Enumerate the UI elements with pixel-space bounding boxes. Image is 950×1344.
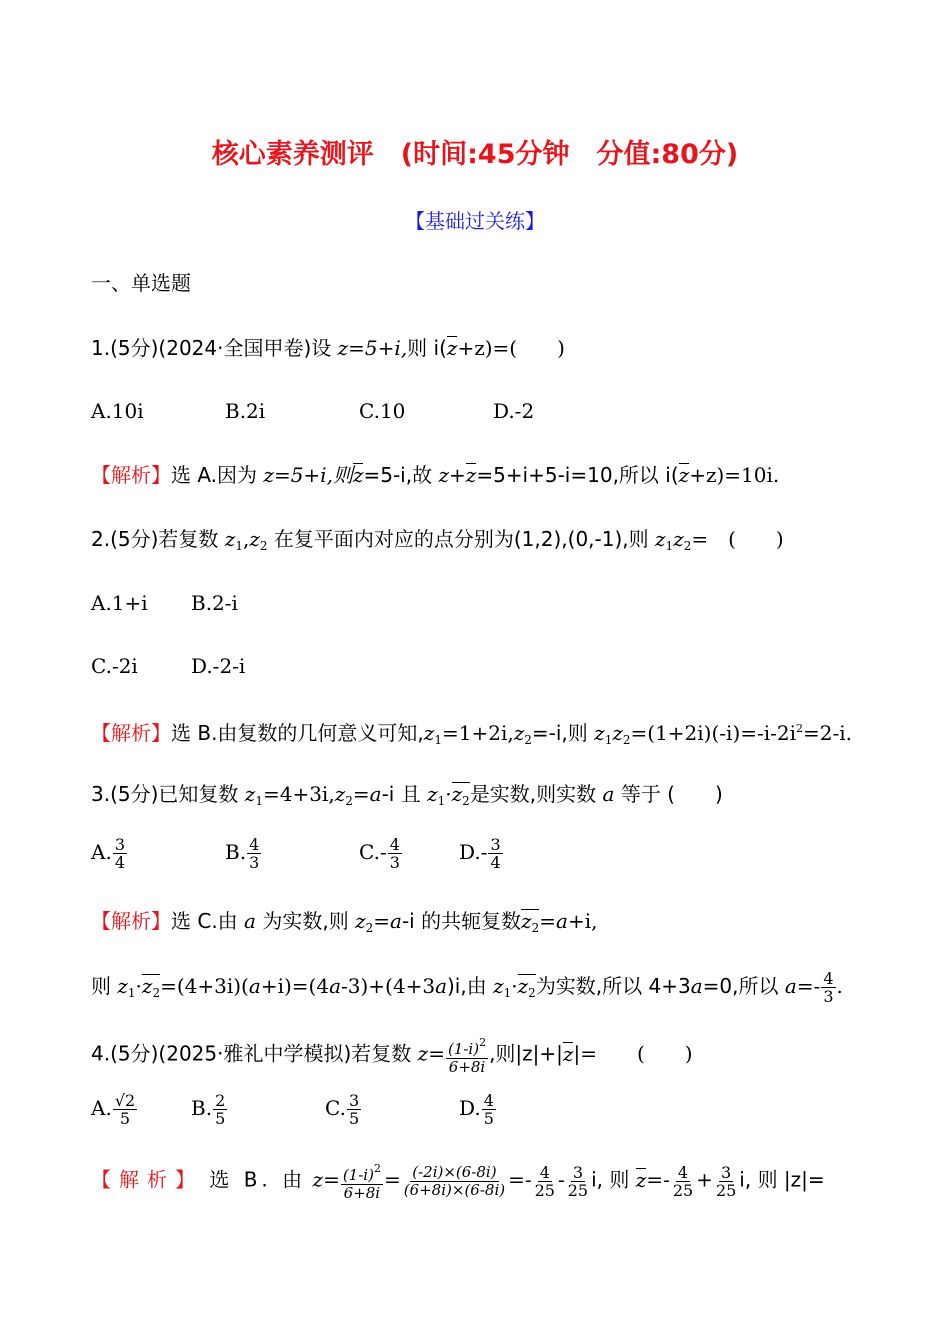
q3-ans2-h: =- — [796, 974, 821, 998]
q2-ans-sup: 2 — [796, 722, 804, 735]
q3-ans2-p2bar-sub: 2 — [528, 986, 536, 1000]
q3-ans2-a5: a — [784, 974, 797, 998]
q4-ans-f3-num: 3 — [572, 1162, 584, 1182]
q2-ans-p2: z — [612, 721, 623, 745]
question-3-analysis-1: 【解析】选 C.由 a 为实数,则 $z_2=a-i$ 的共轭复数$z_2=a+i$, — [91, 909, 598, 935]
q2-stem-a: 2.(5分)若复数 — [91, 527, 219, 551]
q4-ans-f3-den: 25 — [567, 1180, 589, 1200]
q3-stem-e: 是实数,则实数 — [469, 782, 597, 806]
q3-option-b — [225, 836, 262, 871]
q3-ans2-d: -3)+(4+3 — [341, 974, 436, 998]
q3-ans2-b: =(4+3i)( — [160, 974, 249, 998]
q3-ans2-p2bar: z — [517, 974, 529, 998]
q1-ans-b: z=5+i,则 — [263, 463, 353, 487]
q3-option-d-num: 3 — [490, 835, 501, 854]
q4-option-d — [459, 1092, 497, 1127]
q3-ans1-avar-3: a — [556, 909, 568, 933]
q3-option-d-den: 4 — [490, 853, 501, 872]
q1-option-c: C.10 — [359, 399, 406, 423]
section-subtitle: 【基础过关练】 — [405, 209, 545, 233]
q4-option-c-num: 3 — [348, 1091, 360, 1110]
q2-prod-z2-sub: 2 — [683, 539, 692, 553]
q3-ans2-p1: z — [493, 974, 504, 998]
q4-ans-f5-den: 25 — [715, 1180, 737, 1200]
page-title: 核心素养测评 (时间:45分钟 分值:80分) — [211, 139, 739, 170]
q1-ans-d: z+ — [438, 463, 466, 487]
q4-ans-z: z — [312, 1167, 324, 1192]
q4-option-c-label: C. — [325, 1096, 346, 1120]
analysis-label: 【解析】 — [91, 463, 171, 487]
q4-option-a-num: √2 — [114, 1091, 136, 1110]
q3-stem-d: -i 且 — [381, 782, 421, 806]
q1-zbar: z — [446, 336, 458, 360]
q2-option-b: B.2-i — [191, 591, 238, 615]
q1-ans-a: 选 A.因为 — [171, 463, 258, 487]
q2-prod-z1: z — [655, 527, 666, 551]
q3-ans2-z2bar-sub: 2 — [152, 986, 161, 1000]
q3-ans1-b: 为实数,则 — [262, 909, 349, 933]
q3-ans2-a2: a — [329, 974, 341, 998]
q3-z2-sub: 2 — [345, 794, 353, 808]
q3-ans1-z2: z — [355, 909, 366, 933]
question-1-stem — [91, 334, 565, 362]
q3-ans2-end: . — [836, 974, 843, 998]
q3-option-c-sign: - — [379, 840, 387, 864]
q3-ans1-z2-sub: 2 — [365, 921, 374, 935]
q4-option-c-den: 5 — [348, 1109, 360, 1128]
q2-stem-b: 在复平面内对应的点分别为(1,2),(0,-1),则 — [273, 527, 649, 551]
q3-z1: z — [244, 782, 256, 806]
q2-ans-c: =-i,则 — [531, 721, 588, 745]
q1-option-b: B.2i — [225, 399, 266, 423]
question-4-stem: 4.(5分)(2025·雅礼中学模拟)若复数 z= $\frac{(1-i)^2}{6+8i}$ ,则|z|+|z|= ( ) — [91, 1036, 693, 1076]
q1-ans-zbar: z — [352, 463, 364, 487]
q3-option-c — [359, 836, 403, 871]
q3-ans1-d: +i, — [567, 909, 598, 933]
q4-ans-f2-num: 4 — [539, 1162, 550, 1182]
question-4-analysis: 【解析】 选 B. 由 z= $\frac{(1-i)^2}{6+8i}$ = $\frac{(-2i)\times(6-8i)}{(6+8i)\times(6-8i)}$ =- $\frac{4}{25}$ - $\frac{3}{25}$ i, 则 z=- $\frac{4}{25}$ + $\frac{3}{25}$ i, 则 |z|= — [91, 1162, 825, 1202]
q3-z2: z — [334, 782, 346, 806]
q3-option-a-den: 4 — [114, 853, 125, 872]
analysis-label: 【解析】 — [91, 721, 171, 745]
q3-ans1-avar: a — [244, 909, 256, 933]
q4-num-sup: 2 — [479, 1036, 487, 1049]
q1-tail: +z)=( ) — [457, 336, 565, 360]
q2-prod-z2: z — [673, 527, 684, 551]
q3-ans2-a1: a — [248, 974, 261, 998]
q1-mid: 则 i( — [407, 336, 447, 360]
q4-ans-a: 选 B. 由 — [209, 1167, 307, 1192]
q3-ans2-a3: a — [435, 974, 447, 998]
q2-option-d: D.-2-i — [191, 654, 246, 678]
q3-prod-z2bar-sub: 2 — [462, 794, 470, 808]
q4-option-d-den: 5 — [483, 1109, 494, 1128]
q4-option-c — [325, 1092, 362, 1127]
q3-ans2-z2bar: z — [141, 974, 153, 998]
q2-z2-sub: 2 — [259, 539, 268, 553]
q4-option-b-den: 5 — [215, 1109, 226, 1128]
q2-ans-d: =(1+2i)(-i)=-i-2i — [630, 721, 797, 745]
q4-option-d-label: D. — [459, 1096, 481, 1120]
q3-ans2-a: 则 — [91, 974, 111, 998]
q3-ans2-a4: a — [690, 974, 703, 998]
q4-ans-f1-num: (-2i)×(6-8i) — [412, 1162, 497, 1181]
q3-z1-sub: 1 — [255, 794, 263, 808]
q3-option-d — [459, 836, 504, 871]
q3-option-a-label: A. — [91, 840, 112, 864]
q4-ans-f2-den: 25 — [534, 1180, 555, 1200]
q2-ans-z2-sub: 2 — [524, 733, 532, 747]
q4-ans-f5-num: 3 — [721, 1162, 732, 1182]
q3-stem-b: =4+3i, — [262, 782, 335, 806]
q3-stem-a: 3.(5分)已知复数 — [91, 782, 239, 806]
q4-z: z — [417, 1041, 429, 1066]
q2-ans-e: =2-i. — [803, 721, 853, 745]
question-2-stem: 2.(5分)若复数 $z_1,z_2$ 在复平面内对应的点分别为(1,2),(0,-1),则 $z_1z_2=$ ( ) — [91, 527, 784, 553]
q2-stem-c: = ( ) — [691, 527, 784, 551]
q3-a: a — [369, 782, 382, 806]
q3-option-c-label: C. — [359, 840, 380, 864]
q3-ans1-z2bar: z — [521, 909, 532, 933]
q1-prefix: 1.(5分)(2024·全国甲卷)设 — [91, 336, 332, 360]
q3-ans2-z1: z — [117, 974, 128, 998]
q3-option-c-den: 3 — [389, 853, 400, 872]
q4-option-a-label: A. — [91, 1096, 112, 1120]
q4-num: (1-i) — [447, 1040, 480, 1058]
q3-ans1-a: 选 C.由 — [171, 909, 238, 933]
q3-ans2-e: )i,由 — [447, 974, 487, 998]
q2-ans-z2: z — [513, 721, 525, 745]
q1-ans-zbar-2: z — [465, 463, 477, 487]
q2-option-a: A.1+i — [91, 591, 148, 615]
question-4-options — [91, 1092, 791, 1136]
analysis-label: 【解析】 — [91, 1167, 203, 1192]
q3-ans2-den: 3 — [823, 987, 834, 1006]
q3-ans2-g: =0,所以 — [702, 974, 779, 998]
q3-prod-z1-sub: 1 — [437, 794, 446, 808]
q4-ans-zbar: z — [635, 1167, 647, 1192]
q4-ans-f1-den: (6+8i)×(6-8i) — [403, 1180, 506, 1199]
q4-ans-f4-num: 4 — [677, 1162, 689, 1182]
q3-prod-z2bar: z — [451, 782, 463, 806]
q4-zbar: z — [562, 1041, 574, 1066]
q1-expr: z=5+i, — [337, 336, 408, 360]
q2-ans-z1: z — [423, 721, 435, 745]
q3-stem-c: = — [352, 782, 370, 806]
q4-stem-b: ,则|z|+| — [489, 1041, 563, 1066]
q3-ans1-avar-2: a — [390, 909, 402, 933]
q3-option-d-label: D. — [459, 840, 481, 864]
q3-ans2-f: 为实数,所以 4+3 — [535, 974, 691, 998]
q1-ans-c: =5-i,故 — [363, 463, 433, 487]
q3-ans2-num: 4 — [823, 969, 834, 988]
q1-ans-zbar-3: z — [678, 463, 690, 487]
q3-ans2-c: +i)=(4 — [260, 974, 330, 998]
q2-option-c: C.-2i — [91, 654, 138, 678]
q2-ans-p1: z — [594, 721, 605, 745]
q2-ans-p2-sub: 2 — [622, 733, 631, 747]
q3-ans2-z1-sub: 1 — [127, 986, 136, 1000]
question-3-analysis-2: 则 $z_1\cdot z_2=(4+3i)(a+i)=(4a-3)+(4+3a)i$,由 $z_1\cdot z_2$为实数,所以 4+3a=0,所以 a=- $\frac{4}{3}$ . — [91, 969, 843, 1006]
question-2-analysis — [91, 715, 852, 754]
question-3-options — [91, 836, 791, 880]
q3-option-d-sign: - — [480, 840, 488, 864]
q1-option-a: A.10i — [91, 399, 144, 423]
q3-option-b-label: B. — [225, 840, 247, 864]
q3-prod-z1: z — [427, 782, 438, 806]
q4-stem-c: |= ( ) — [573, 1041, 693, 1066]
q4-option-b — [191, 1092, 228, 1127]
q4-ans-num-sup: 2 — [373, 1162, 381, 1175]
question-1-analysis — [91, 461, 779, 489]
q3-option-b-den: 3 — [249, 853, 260, 872]
analysis-label: 【解析】 — [91, 909, 171, 933]
q4-option-d-num: 4 — [483, 1091, 494, 1110]
q4-ans-den: 6+8i — [343, 1184, 381, 1202]
q4-ans-c: i, 则 |z|= — [739, 1167, 825, 1192]
q2-ans-p1-sub: 1 — [604, 733, 613, 747]
q4-option-b-label: B. — [191, 1096, 213, 1120]
q2-ans-a: 选 B.由复数的几何意义可知, — [171, 721, 424, 745]
q3-option-b-num: 4 — [249, 835, 260, 854]
q1-ans-f: +z)=10i. — [689, 463, 780, 487]
q2-z1-sub: 1 — [235, 539, 243, 553]
q3-option-a — [91, 836, 128, 871]
q3-stem-f: 等于 ( ) — [620, 782, 723, 806]
q4-ans-b: i, 则 — [591, 1167, 630, 1192]
q1-option-d: D.-2 — [493, 399, 535, 423]
q3-a-2: a — [602, 782, 615, 806]
q4-ans-num: (1-i) — [342, 1166, 374, 1184]
q3-ans1-z2bar-sub: 2 — [531, 921, 540, 935]
q4-ans-f4-den: 25 — [672, 1180, 694, 1200]
q4-option-a — [91, 1092, 138, 1127]
q3-ans1-c: -i 的共轭复数 — [401, 909, 522, 933]
q4-option-a-den: 5 — [119, 1109, 131, 1128]
q4-den: 6+8i — [448, 1058, 486, 1076]
q2-prod-z1-sub: 1 — [665, 539, 674, 553]
question-3-stem: 3.(5分)已知复数 $z_1=4+3i,z_2=a-i$ 且 $z_1\cdot z_2$是实数,则实数 a 等于 ( ) — [91, 782, 723, 808]
q3-ans2-p1-sub: 1 — [503, 986, 512, 1000]
q2-z1: z — [224, 527, 236, 551]
q2-ans-z1-sub: 1 — [434, 733, 442, 747]
q2-ans-b: =1+2i, — [441, 721, 514, 745]
q2-z2: z — [249, 527, 260, 551]
q3-option-c-num: 4 — [389, 835, 400, 854]
q4-option-b-num: 2 — [215, 1091, 226, 1110]
q3-option-a-num: 3 — [114, 835, 125, 854]
q1-ans-e: =5+i+5-i=10,所以 i( — [476, 463, 679, 487]
section-heading: 一、单选题 — [91, 271, 191, 295]
q4-stem-a: 4.(5分)(2025·雅礼中学模拟)若复数 — [91, 1041, 412, 1066]
